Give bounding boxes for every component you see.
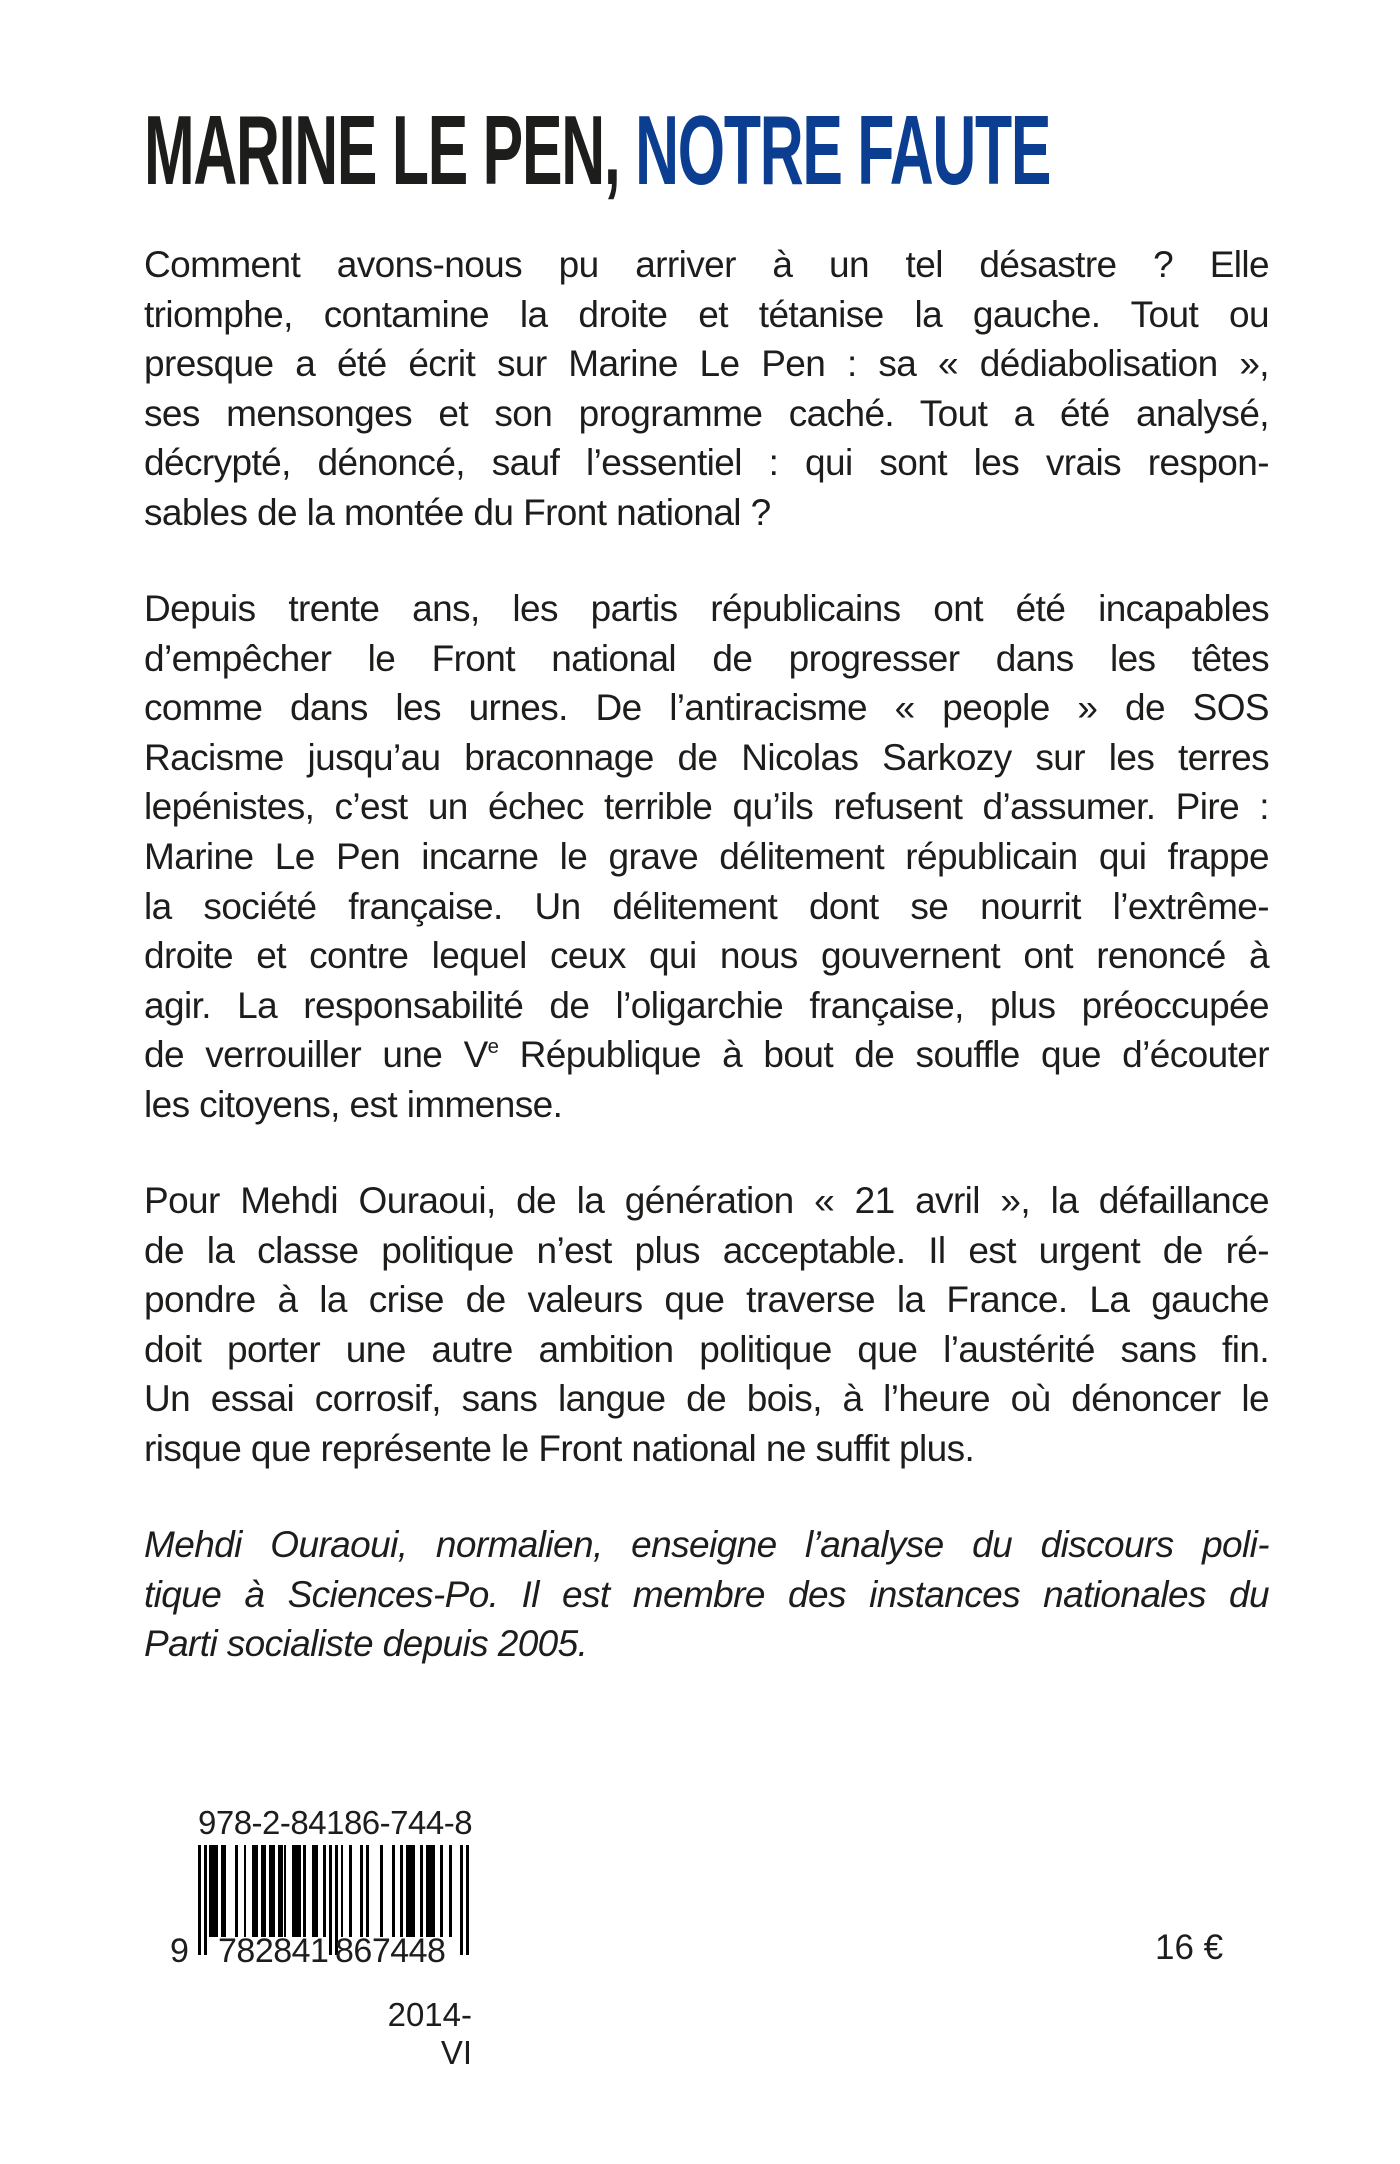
text-line: risque que représente le Front national ne suffit plus.: [144, 1427, 975, 1469]
barcode-bar: [315, 1845, 318, 1937]
text-line: Pour Mehdi Ouraoui, de la génération « 21 avril », la défaillance: [144, 1180, 1269, 1221]
title-main: MARINE LE PEN,: [144, 95, 636, 205]
barcode-bar: [380, 1845, 383, 1937]
text-line: Mehdi Ouraoui, normalien, enseigne l’analyse du discours poli-: [144, 1524, 1269, 1565]
text-line: tique à Sciences-Po. Il est membre des instances nationales du: [144, 1573, 1269, 1615]
barcode-bar: [341, 1845, 344, 1937]
barcode-bar: [412, 1845, 415, 1937]
text-line: ses mensonges et son programme caché. Tout a été analysé,: [144, 392, 1269, 434]
text-line: lepénistes, c’est un échec terrible qu’ils refusent d’assumer. Pire :: [144, 786, 1269, 828]
book-title: [144, 95, 1051, 205]
ean-barcode: [198, 1845, 478, 1945]
barcode-bar: [284, 1845, 287, 1937]
barcode-bar: [440, 1845, 443, 1937]
barcode-bar: [420, 1845, 423, 1937]
barcode-first-digit: 9: [170, 1932, 189, 1970]
isbn-number: 978-2-84186-744-8: [198, 1804, 473, 1841]
paragraph-1: [144, 240, 1269, 538]
author-bio: [144, 1520, 1269, 1669]
text-line: les citoyens, est immense.: [144, 1083, 563, 1125]
text-line: doit porter une autre ambition politique que l’austérité sans fin.: [144, 1328, 1269, 1370]
barcode-right-digits: 867448: [335, 1932, 446, 1970]
barcode-bar: [272, 1845, 275, 1937]
barcode-bar: [366, 1845, 369, 1937]
text-line: décrypté, dénoncé, sauf l’essentiel : qui sont les vrais respon-: [144, 442, 1269, 484]
barcode-bar: [198, 1845, 201, 1955]
barcode-bar: [400, 1845, 403, 1937]
paragraph-2: [144, 584, 1269, 1130]
barcode-bar: [298, 1845, 301, 1937]
barcode-bar: [360, 1845, 363, 1937]
text-line: droite et contre lequel ceux qui nous gouvernent ont renoncé à: [144, 935, 1269, 977]
text-line: d’empêcher le Front national de progresser dans les têtes: [144, 637, 1269, 679]
barcode-bar: [329, 1845, 332, 1955]
barcode-bar: [449, 1845, 452, 1937]
barcode-bar: [204, 1845, 207, 1955]
barcode-bar: [244, 1845, 247, 1937]
text-line: Marine Le Pen incarne le grave délitement républicain qui frappe: [144, 835, 1269, 877]
text-line: comme dans les urnes. De l’antiracisme « people » de SOS: [144, 687, 1269, 729]
text-line: Racisme jusqu’au braconnage de Nicolas Sarkozy sur les terres: [144, 736, 1269, 778]
text-line: triomphe, contamine la droite et tétanise la gauche. Tout ou: [144, 293, 1269, 335]
text-line: de la classe politique n’est plus acceptable. Il est urgent de ré-: [144, 1229, 1269, 1271]
text-line: la société française. Un délitement dont se nourrit l’extrême-: [144, 885, 1269, 927]
barcode-bar: [224, 1845, 227, 1937]
barcode-bar: [349, 1845, 352, 1937]
text-segment: République à bout de souffle que d’écouter: [498, 1034, 1269, 1076]
barcode-bar: [215, 1845, 218, 1937]
edition-code: 2014-VI: [387, 1996, 472, 2071]
barcode-bar: [323, 1845, 326, 1937]
text-line: [144, 1030, 1269, 1080]
text-line: Depuis trente ans, les partis républicains ont été incapables: [144, 588, 1269, 629]
text-line: Un essai corrosif, sans langue de bois, à l’heure où dénoncer le: [144, 1378, 1269, 1420]
text-segment: de verrouiller une V: [144, 1034, 488, 1076]
superscript: e: [487, 1036, 499, 1059]
barcode-bar: [432, 1845, 435, 1937]
barcode-bar: [460, 1845, 463, 1955]
text-line: agir. La responsabilité de l’oligarchie française, plus préoccupée: [144, 984, 1269, 1026]
barcode-bar: [303, 1845, 306, 1937]
text-line: sables de la montée du Front national ?: [144, 491, 771, 533]
barcode-bar: [264, 1845, 267, 1937]
barcode-bar: [466, 1845, 469, 1955]
barcode-bar: [235, 1845, 238, 1937]
text-line: Comment avons-nous pu arriver à un tel désastre ? Elle: [144, 244, 1269, 285]
barcode-bar: [255, 1845, 258, 1937]
barcode-bar: [392, 1845, 395, 1937]
text-line: Parti socialiste depuis 2005.: [144, 1623, 588, 1665]
text-line: pondre à la crise de valeurs que traverse la France. La gauche: [144, 1279, 1269, 1321]
price: 16 €: [1155, 1928, 1224, 1967]
paragraph-3: [144, 1176, 1269, 1474]
barcode-left-digits: 782841: [218, 1932, 329, 1970]
title-accent: NOTRE FAUTE: [635, 95, 1051, 205]
text-line: presque a été écrit sur Marine Le Pen : sa « dédiabolisation »,: [144, 343, 1269, 385]
